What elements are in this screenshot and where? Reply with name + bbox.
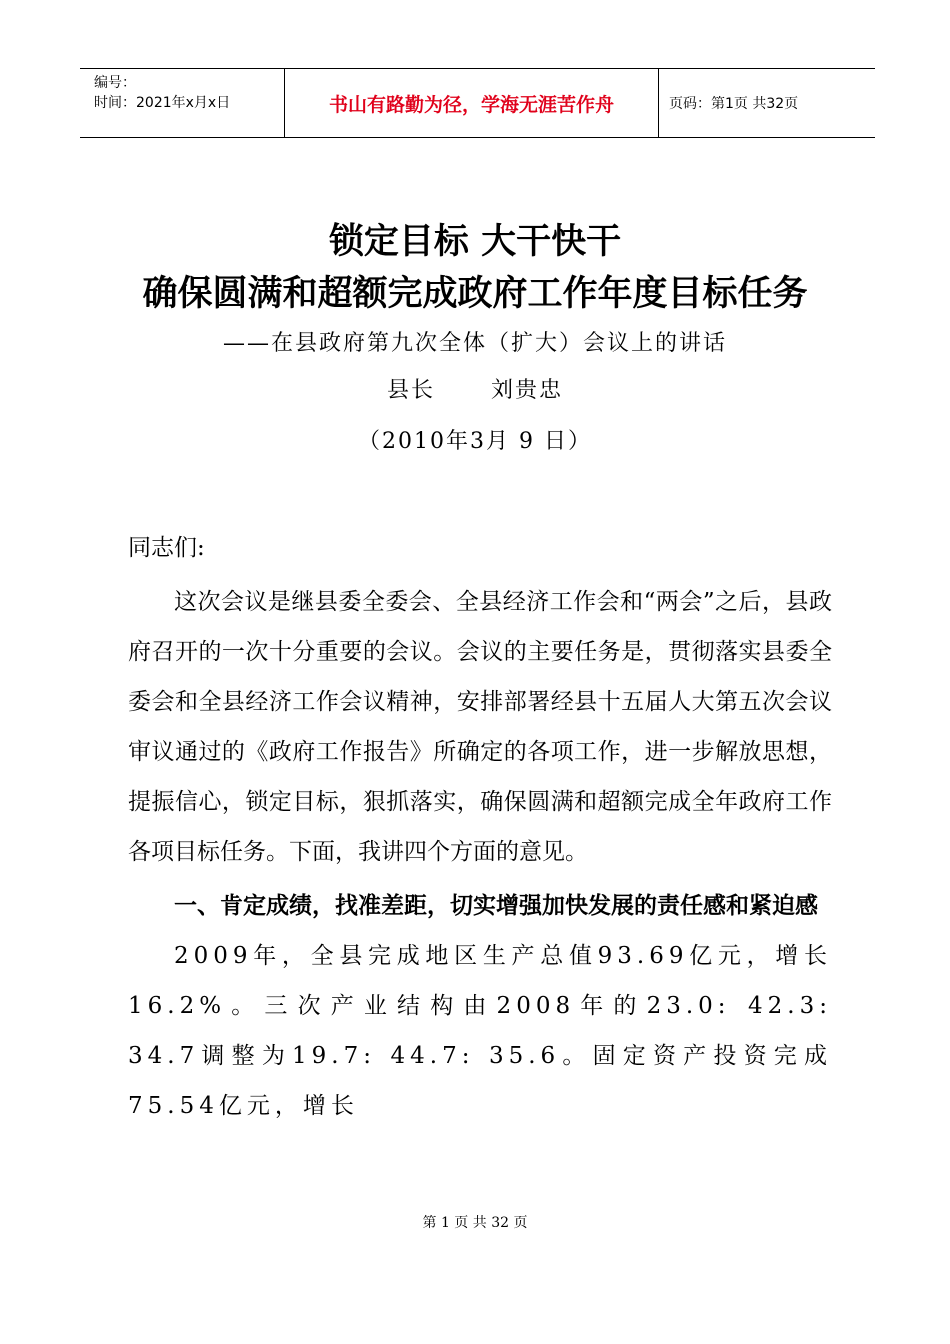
speaker (0, 373, 950, 404)
header-meta (80, 69, 285, 137)
header-motto: 书山有路勤为径，学海无涯苦作舟 (285, 69, 659, 137)
speaker-name: 刘贵忠 (491, 378, 564, 403)
paragraph-2: 2009年，全县完成地区生产总值93.69亿元，增长16.2%。三次产业结构由2008年的23.0: 42.3: 34.7调整为19.7: 44.7: 35.6。固定资产投资完成75.54亿元，增长 (128, 943, 832, 1119)
header-page-info: 页码：第1页 共32页 (669, 96, 799, 112)
speaker-title: 县长 (386, 378, 435, 403)
speech-date: （2010年3月 9 日） (358, 429, 592, 454)
subtitle: ——在县政府第九次全体（扩大）会议上的讲话 (222, 331, 727, 356)
section-heading-1: 一、肯定成绩，找准差距，切实增强加快发展的责任感和紧迫感 (174, 893, 818, 919)
title-line-1: 锁定目标 大干快干 (328, 221, 622, 262)
time-label: 时间：2021年x月x日 (94, 95, 231, 111)
page-footer: 第 1 页 共 32 页 (422, 1215, 528, 1231)
header-table (80, 68, 875, 138)
document-body (128, 523, 832, 1131)
greeting: 同志们: (128, 535, 205, 561)
number-label: 编号： (94, 75, 136, 91)
paragraph-1: 这次会议是继县委全委会、全县经济工作会和“两会”之后，县政府召开的一次十分重要的会议。会议的主要任务是，贯彻落实县委全委会和全县经济工作会议精神，安排部署经县十五届人大第五次会议审议通过的《政府工作报告》所确定的各项工作，进一步解放思想，提振信心，锁定目标，狠抓落实，确保圆满和超额完成全年政府工作各项目标任务。下面，我讲四个方面的意见。 (128, 589, 832, 865)
title-line-2: 确保圆满和超额完成政府工作年度目标任务 (142, 273, 808, 314)
